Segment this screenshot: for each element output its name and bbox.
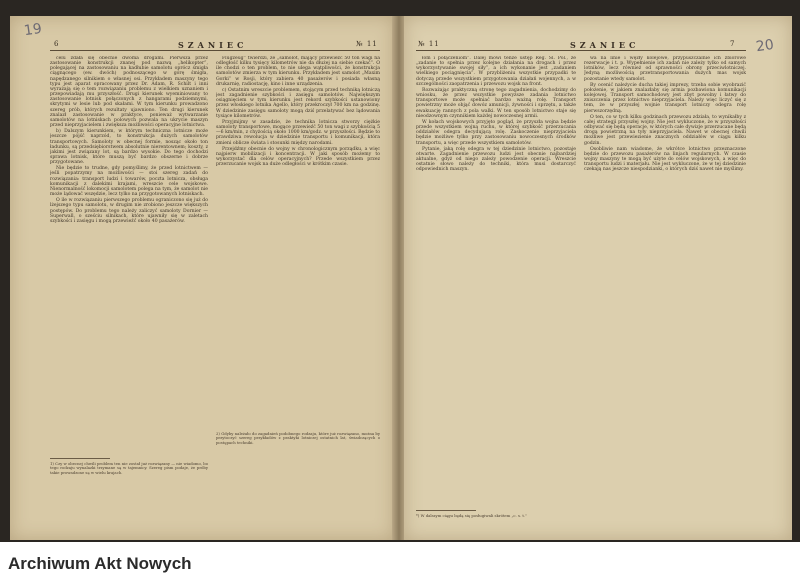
right-col2-para-4: Osobliwie nam wiadome, że wkrótce lotnictwo przeznaczone będzie do przewozu pasażerów na linjach regularnych. W czasie wojny maszyny te mogą być użyte do celów wojskowych, a więc do transportu ludzi i materjału. Nie jest wykluczone, że w tej dziedzinie czekają nas jeszcze niespodzianki, o których dziś nawet nie myślimy. xyxy=(584,146,746,173)
right-col1-para-1: łom i połączeniom”. Dalej mówi tenże ustęp Reg. Sl. Pol., że „zadanie to spełnia przez kolejne działania na drogach i przez wykorzystywanie swojej siły”, a ich wykonanie jest „zadaniem wielkiego pociągnięcia”. W przybliżeniu wszystkie przypadki te dotyczą przede wszystkiem przygotowania działań wojennych, a w szczególności zaopatrzenia i przewozu wojsk na front. xyxy=(416,56,576,87)
left-header-rule xyxy=(50,50,380,51)
right-footnote-rule xyxy=(416,510,476,511)
right-issue-number: № 11 xyxy=(418,40,440,48)
left-col1-para-4: O ile w rozwiązaniu pierwszego problemu ograniczono się już do lżejszego typu samolotu, w drugim nie zrobiono jeszcze większych postępów. Do problemu tego należy zaliczyć samoloty Dornier — Superwall, o sześciu silnikach, które ujawniły się w zaletach szybkości i zasięgu i mogą przewieźć około 40 pasażerów. xyxy=(50,198,208,224)
right-col1-para-3: W kołach wojskowych przyjęto pogląd, że przyszła wojna będzie przede wszystkiem wojną ruchu, w której szybkość przerzucania oddziałów odegra decydującą rolę. Zaskoczenie nieprzyjaciela będzie możliwe tylko przy zastosowaniu nowoczesnych środków transportu, a więc przede wszystkiem samolotów. xyxy=(416,119,576,146)
left-column-2 xyxy=(216,56,380,428)
right-col1-para-2: Rozważając praktyczną stronę tego zagadnienia, dochodzimy do wniosku, że przez wszystkie powyższe zadania lotnictwo transportowe może spełniać bardzo ważną rolę. Transport powietrzny może objąć dowóz amunicji, żywności i sprzętu, a także ewakuację rannych z pola walki. W ten sposób lotnictwo staje się nieodzownym czynnikiem każdej nowoczesnej armii. xyxy=(416,87,576,119)
left-column-1 xyxy=(50,56,208,454)
left-footnote-2: 2) Gdyby należało do zagadnień podobnego rodzaju, które już rozwiązano, można by przytoczyć szereg przykładów z praktyki lotniczej ostatnich lat, świadczących o postępach techniki. xyxy=(216,432,380,445)
left-page-number: 6 xyxy=(54,40,60,48)
left-col1-para-2: b) Dalszym kierunkiem, w którym techniczna lotnicze może jeszcze pójść naprzód, to konstrukcja dużych samolotów transportowych. Samoloty w obecnej formie, nosząc około ton ładunku, są przedsiębiorstwem absolutnie nierentownem; koszty, z jakimi jest związany lot, są bardzo wysokie. Do tego dochodzi sprawa lotnisk, które muszą być bardzo obszerne i dobrze przygotowane. xyxy=(50,129,208,166)
left-col1-para-1: celu zdała się obecnie dwoma drogami. Pierwsza przez zastosowanie konstrukcji znanej pod nazwą „helikopter”, polegającej na zastosowaniu na kadłubie samolotu oprócz śmigła ciągnącego (ew. dwóch) podnoszącego w górę śmigła, napędzanego silnikiem o własnej osi. Przykładem maszyny tego typu jest aparat opracowany przez Dr. Adam, R. Schilt i inni wyrażają się o tem rozwiązaniu problemu z wielkiem uznaniem i przepowiadają mu przyszłość. Drugi kierunek wyeminiowany to zastosowanie lotnisk połączonych z hangarami podziemnymi, skrytymi w lesie lub pod skałami. W tym kierunku prowadzono szereg prób, których rezultaty ujawniono. Ten drugi kierunek znalazł zastosowanie w praktyce, ponieważ wytwarzanie samolotów na lotniskach polowych pozwala na ukrycie maszyn przed nieprzyjacielem i zwiększa możliwości operacyjne lotnictwa. xyxy=(50,56,208,129)
left-footnote-rule xyxy=(50,458,110,459)
left-col2-para-2: c) Ostatnim wreszcie problemem, stojącym przed techniką lotniczą jest zagadnienie szybkości i zasięgu samolotów. Największym osiągnięciem w tym kierunku jest rekord szybkości ustanowiony przez włoskiego lotnika Agello, który przekroczył 700 km na godzinę. W dziedzinie zasięgu samoloty mogą dziś przelatywać bez lądowania tysiące kilometrów. xyxy=(216,87,380,119)
right-col2-para-1: wa na linie i węzły kolejowe, przypuszczalnie ich zbiorowe rezerwacje i t. p. Wypełnienie ich zadań nie zależy tylko od samych lotników, lecz również od sprawności obrony przeciwlotniczej. Jedyną możliwością przetransportowania dużych mas wojsk pozostanie wtedy samolot. xyxy=(584,56,746,82)
left-col2-para-4: Przejdźmy obecnie do wojny w chronologicznym porządku, a więc najpierw mobilizacji i koncentracji. W jaki sposób możemy to wykorzystać dla celów operacyjnych? Przede wszystkiem przez przerzucanie wojsk na duże odległości w krótkim czasie. xyxy=(216,146,380,168)
right-page xyxy=(404,16,792,540)
right-col2-para-2: By ocenić należycie ducha takiej imprezy, trzeba sobie wyobrazić położenie, w jakiem znalazłaby się armia pozbawiona komunikacji kolejowej. Transport samochodowy jest zbyt powolny i łatwy do zniszczenia przez lotnictwo nieprzyjaciela. Należy więc liczyć się z tem, że w przyszłej wojnie transport lotniczy odegra rolę pierwszorzędną. xyxy=(584,82,746,114)
left-footnote-1: 1) Czy w obecnej chwili problem ten nie został już rozwiązany — nie wiadomo, bo tego rodzaju wynalazki trzymane są w tajemnicy. Szereg pism podaje, że próby takie prowadzone są w wielu krajach. xyxy=(50,462,208,475)
right-footnote: *) W dalszym ciągu będą się posługiwali skrótem „c. s. t.” xyxy=(416,514,527,518)
left-col1-para-3: Nie będzie to trudne, gdy pomyślimy, że przed lotnictwem — jeśli popatrzymy na możliwości — stoi szereg zadań do rozwiązania: transport ludzi i towarów, poczta lotnicza, obsługa komunikacji z dalekimi krajami, wreszcie cele wojskowe. Nienormalność lokomocji samolotem polega na tym, że samolot nie może lądować wszędzie, lecz tylko na przygotowanych lotniskach. xyxy=(50,166,208,198)
left-col2-para-3: Przyjmijmy w zasadzie, że technika lotnicza stworzy ciężkie samoloty transportowe, mogące przewieźć 50 ton wagi z szybkością 5—6 km/min, z chyżością około 1000 km/godz. w przyszłości. Będzie to prawdziwa rewolucja w dziedzinie transportu i komunikacji, która zmieni oblicze świata i stosunki między narodami. xyxy=(216,119,380,146)
right-page-number: 7 xyxy=(730,40,736,48)
left-page xyxy=(10,16,394,540)
left-issue-number: № 11 xyxy=(356,40,378,48)
right-col2-para-3: O ten, co w tych kilku godzinach przewozu zdziała, to wynikałby z całej strategji przyszłej wojny. Nie jest wykluczone, że w przyszłości odbywać się będą operacje, w których całe dywizje przerzucane będą drogą powietrzną na tyły nieprzyjaciela. Nawet w obecnej chwili możliwe jest przewiezienie znacznych oddziałów w ciągu kilku godzin. xyxy=(584,114,746,146)
archive-label: Archiwum Akt Nowych xyxy=(8,554,192,573)
archive-footer xyxy=(0,542,800,587)
right-page-title: SZANIEC xyxy=(570,40,640,50)
left-page-title: SZANIEC xyxy=(178,40,248,50)
right-col1-para-4: Pytanie, jaką rolę odegra w tej dziedzinie lotnictwo, pozostaje otwarte. Zagadnienie przewozu ludzi jest obecnie najbardziej aktualne, gdyż od niego zależy powodzenie operacji. Wreszcie ostatnie słowo należy do techniki, która musi dostarczyć odpowiednich maszyn. xyxy=(416,146,576,173)
right-header-rule xyxy=(416,50,746,51)
pencil-page-mark: 19 xyxy=(22,20,43,40)
left-col2-para-1: Flugzeug” twierdzi, że „samolot, mający przewieźć 50 ton wagi na odległość kilku tysięcy kilometrów nie da dłużej na siebie czekać”. O ile chodzi o ten problem, to nie ulega wątpliwości, że konstrukcja samolotów zmierza w tym kierunku. Przykładem jest samolot „Maxim Gorki” w Rosji, który zabiera 40 pasażerów i posiada własną drukarnię, radiostację, kino i inne urządzenia. xyxy=(216,56,380,87)
right-column-2 xyxy=(584,56,746,526)
right-column-1 xyxy=(416,56,576,504)
pencil-page-mark-right: 20 xyxy=(754,36,775,56)
